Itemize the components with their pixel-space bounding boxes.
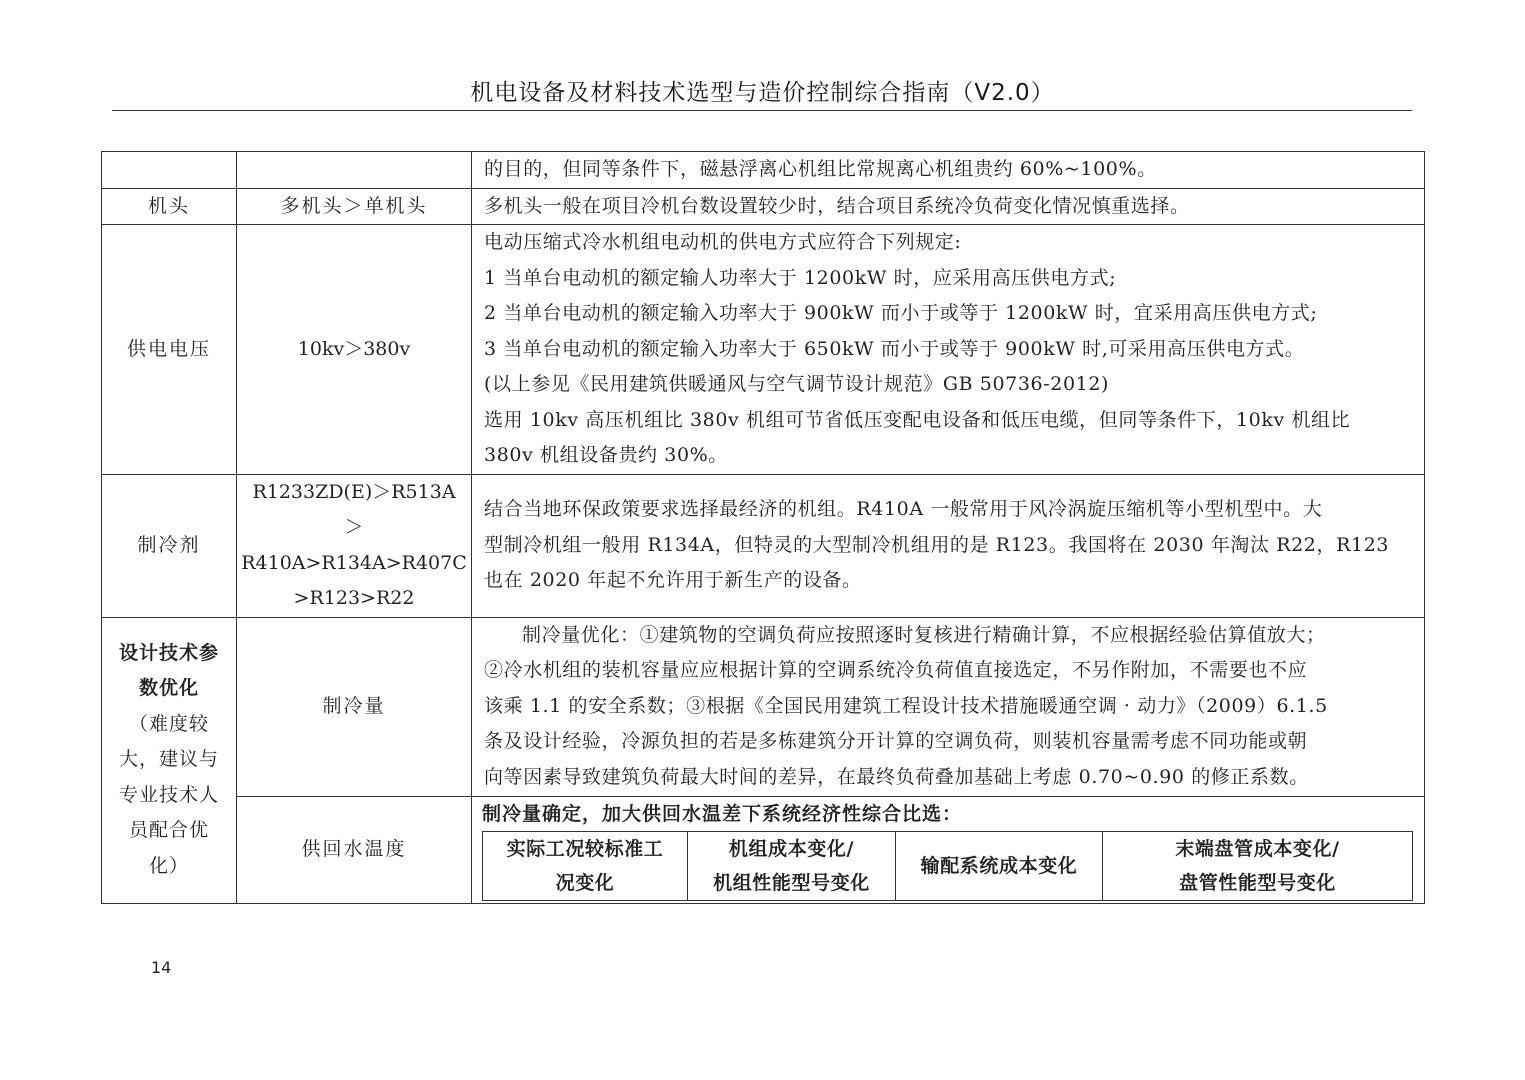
table-row-compressor-head [102,188,1425,225]
section-note-line: 员配合优 [128,819,209,842]
description-line: 向等因素导致建筑负荷最大时间的差异，在最终负荷叠加基础上考虑 0.70~0.90 的修正系数。 [484,765,1309,788]
page-number: 14 [151,958,172,977]
description-line: 的目的，但同等条件下，磁悬浮离心机组比常规离心机组贵约 60%~100%。 [484,158,1157,180]
section-note-line: 大，建议与 [118,748,219,771]
header-rule [112,110,1412,111]
cell-description [472,474,1425,617]
document-header-title: 机电设备及材料技术选型与造价控制综合指南（V2.0） [470,80,1055,106]
description-line: 条及设计经验，冷源负担的若是多栋建筑分开计算的空调负荷，则装机容量需考虑不同功能或朝 [484,730,1308,753]
section-note-line: （难度较 [128,712,209,735]
description-line: 3 当单台电动机的额定输入功率大于 650kW 而小于或等于 900kW 时,可采用高压供电方式。 [484,337,1305,360]
criterion-line: R1233ZD(E)＞R513A [252,480,456,503]
description-line: 结合当地环保政策要求选择最经济的机组。R410A 一般常用于风冷涡旋压缩机等小型机型中。大 [484,498,1323,521]
comparison-header-row [483,831,1413,900]
description-line: 380v 机组设备贵约 30%。 [484,444,728,466]
table-row-refrigerant [102,474,1425,617]
header-line: 实际工况较标准工 [506,837,664,860]
cell-criterion [237,474,472,617]
description-line: ②冷水机组的装机容量应应根据计算的空调系统冷负荷值直接选定，不另作附加，不需要也不应 [484,659,1308,682]
description-line: 电动压缩式冷水机组电动机的供电方式应符合下列规定: [484,231,962,253]
comparison-title: 制冷量确定，加大供回水温差下系统经济性综合比选： [482,802,963,825]
description-line: 型制冷机组一般用 R134A，但特灵的大型制冷机组用的是 R123。我国将在 2030 年淘汰 R22，R123 [484,533,1390,556]
description-line: 也在 2020 年起不允许用于新生产的设备。 [484,569,862,592]
cell-description [472,796,1425,903]
description-line: 该乘 1.1 的安全系数；③根据《全国民用建筑工程设计技术措施暖通空调 · 动力》（2009）6.1.5 [484,694,1328,717]
description-line: (以上参见《民用建筑供暖通风与空气调节设计规范》GB 50736-2012) [484,373,1110,395]
header-line: 输配系统成本变化 [920,854,1078,877]
description-line: 1 当单台电动机的额定输人功率大于 1200kW 时，应采用高压供电方式; [484,266,1117,289]
comparison-header-cell [896,831,1103,900]
cell-description [472,188,1425,225]
cell-description [472,225,1425,475]
section-title-line: 设计技术参 [118,641,219,664]
selection-guide-table [101,151,1425,904]
cell-description [472,617,1425,796]
header-line: 盘管性能型号变化 [1179,871,1336,894]
section-title-line: 数优化 [138,677,199,700]
cell-criterion: 10kv＞380v [237,225,472,475]
comparison-header-cell [1103,831,1413,900]
table-row-cooling-capacity [102,617,1425,796]
cell-criterion: 供回水温度 [237,796,472,903]
criterion-line: ＞ [344,516,364,538]
table-row-continuation [102,152,1425,189]
header-line: 机组性能型号变化 [713,871,870,894]
table-row-supply-return-temperature [102,796,1425,903]
header-line: 况变化 [555,871,615,894]
criterion-line: R410A>R134A>R407C [241,551,467,574]
cell-criterion: 制冷量 [237,617,472,796]
cell-category: 供电电压 [102,225,237,475]
criterion-line: >R123>R22 [293,587,415,609]
cell-category [102,152,237,189]
header-line: 末端盘管成本变化/ [1175,837,1340,860]
cell-category: 制冷剂 [102,474,237,617]
header-line: 机组成本变化/ [728,837,855,860]
cell-criterion [237,152,472,189]
table-row-supply-voltage [102,225,1425,475]
comparison-header-cell [483,831,688,900]
cell-section-design-optimization [102,617,237,903]
cell-criterion: 多机头＞单机头 [237,188,472,225]
description-line: 多机头一般在项目冷机台数设置较少时，结合项目系统冷负荷变化情况慎重选择。 [484,194,1190,217]
description-line: 2 当单台电动机的额定输入功率大于 900kW 而小于或等于 1200kW 时，宜采用高压供电方式; [484,302,1318,324]
description-line: 制冷量优化：①建筑物的空调负荷应按照逐时复核进行精确计算，不应根据经验估算值放大； [522,623,1326,646]
comparison-header-cell [688,831,896,900]
cell-category: 机头 [102,188,237,225]
comparison-table [482,831,1413,901]
section-note-line: 化） [148,854,189,877]
description-line: 选用 10kv 高压机组比 380v 机组可节省低压变配电设备和低压电缆，但同等条件下，10kv 机组比 [484,408,1351,431]
section-note-line: 专业技术人 [118,783,219,806]
cell-description [472,152,1425,189]
